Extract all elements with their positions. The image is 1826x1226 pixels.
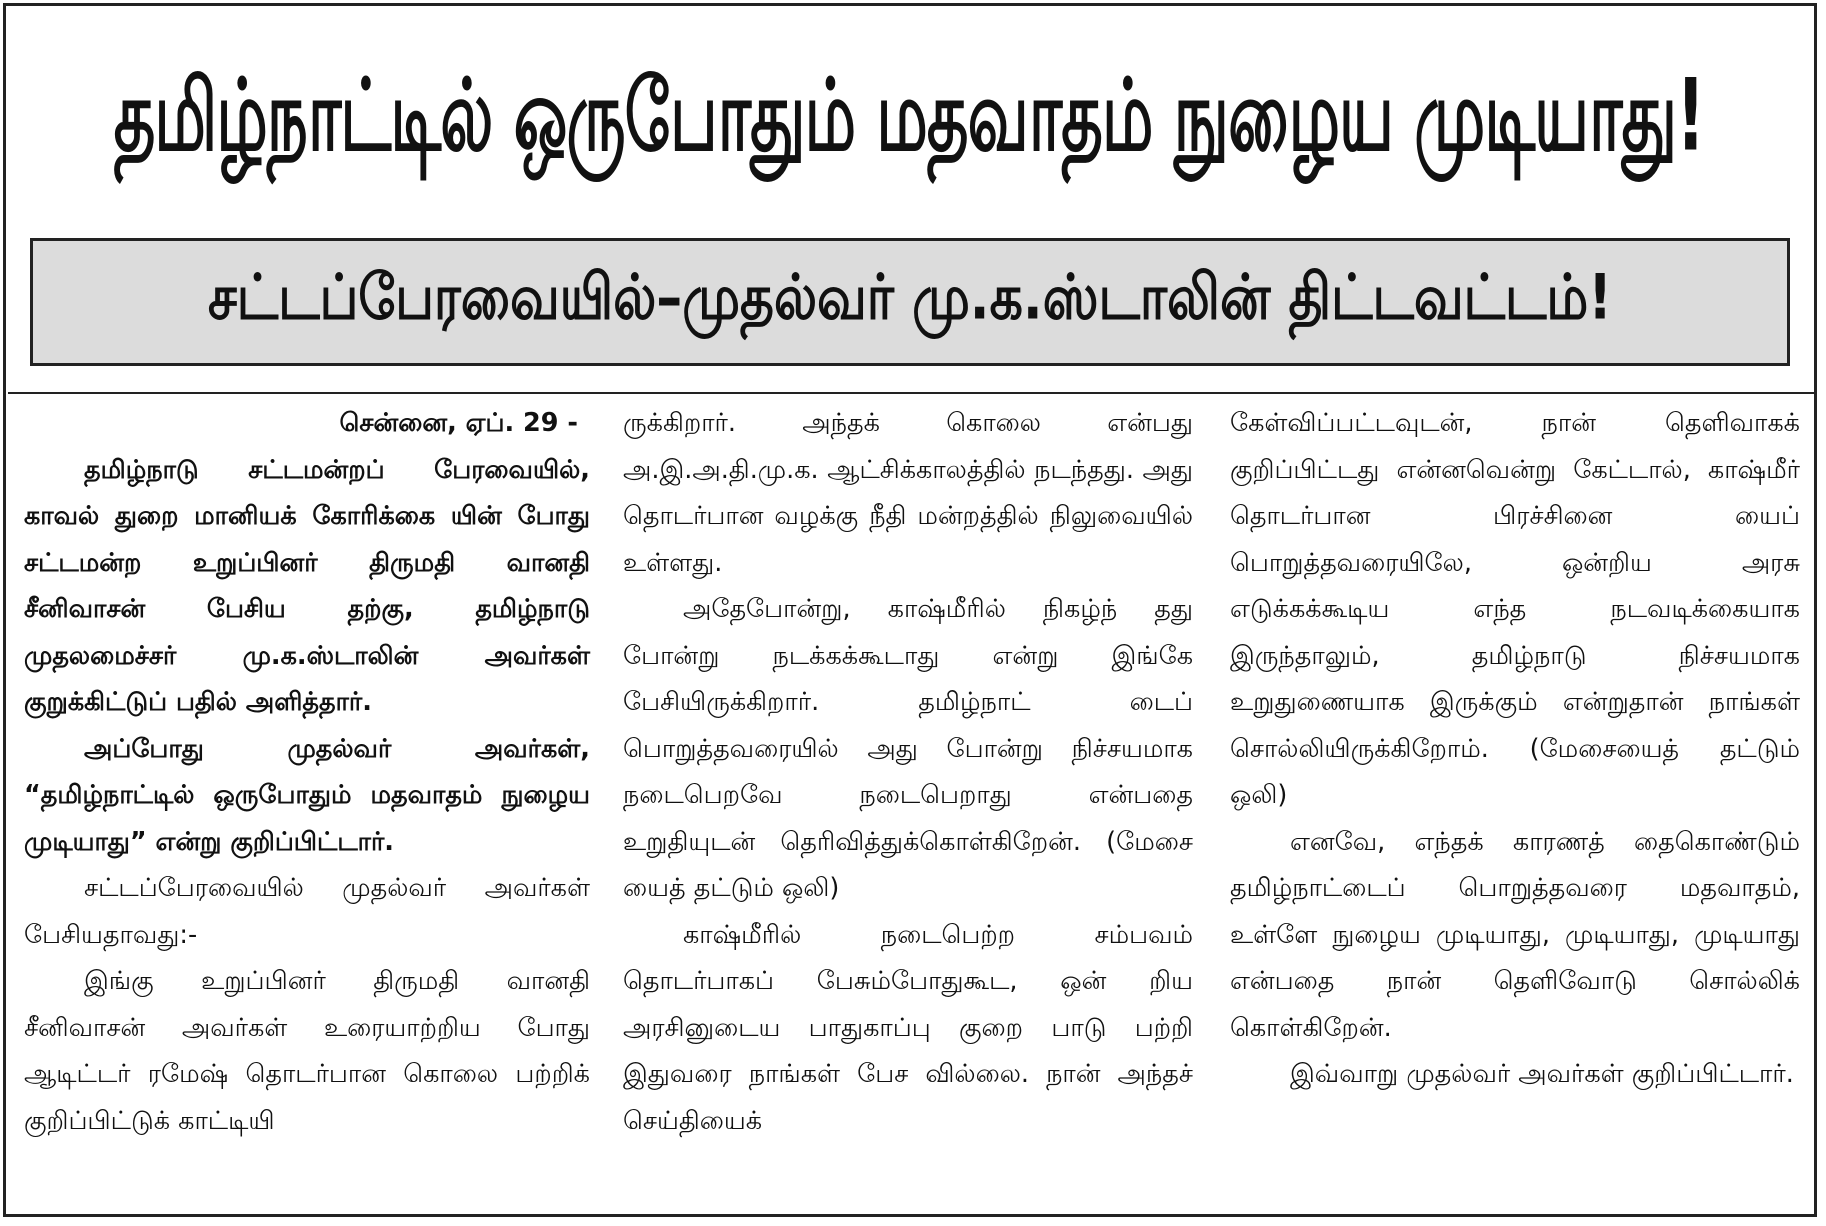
subheadline-box (30, 238, 1790, 366)
article-column-2 (623, 400, 1193, 1144)
paragraph: எனவே, எந்தக் காரணத் தைகொண்டும் தமிழ்நாட்டைப் பொறுத்தவரை மதவாதம், உள்ளே நுழைய முடியாது, முடியாது, முடியாது என்பதை நான் தெளிவோடு சொல்லிக் கொள்கிறேன். (1230, 826, 1800, 1043)
headline: தமிழ்நாட்டில் ஒருபோதும் மதவாதம் நுழைய முடியாது! (113, 59, 1705, 175)
paragraph: ருக்கிறார். அந்தக் கொலை என்பது அ.இ.அ.தி.மு.க. ஆட்சிக்காலத்தில் நடந்தது. அது தொடர்பான வழக்கு நீதி மன்றத்தில் நிலுவையில் உள்ளது. (623, 408, 1193, 578)
paragraph: சட்டப்பேரவையில் முதல்வர் அவர்கள் பேசியதாவது:- (24, 873, 590, 950)
paragraph: இவ்வாறு முதல்வர் அவர்கள் குறிப்பிட்டார். (1290, 1059, 1794, 1089)
article-column-3 (1230, 400, 1800, 1098)
paragraph: காஷ்மீரில் நடைபெற்ற சம்பவம் தொடர்பாகப் பேசும்போதுகூட, ஒன் றிய அரசினுடைய பாதுகாப்பு குறை பாடு பற்றி இதுவரை நாங்கள் பேச வில்லை. நான் அந்தச் செய்தியைக் (623, 919, 1193, 1136)
article-column-1 (24, 400, 590, 1144)
divider-rule (8, 392, 1816, 394)
paragraph: இங்கு உறுப்பினர் திருமதி வானதி சீனிவாசன் அவர்கள் உரையாற்றிய போது ஆடிட்டர் ரமேஷ் தொடர்பான கொலை பற்றிக் குறிப்பிட்டுக் காட்டியி (24, 966, 590, 1136)
paragraph: அப்போது முதல்வர் அவர்கள், “தமிழ்நாட்டில் ஒருபோதும் மதவாதம் நுழைய முடியாது” என்று குறிப்பிட்டார். (24, 733, 590, 857)
paragraph: அதேபோன்று, காஷ்மீரில் நிகழ்ந் தது போன்று நடக்கக்கூடாது என்று இங்கே பேசியிருக்கிறார். தமிழ்நாட் டைப் பொறுத்தவரையில் அது போன்று நிச்சயமாக நடைபெறவே நடைபெறாது என்பதை உறுதியுடன் தெரிவித்துக்கொள்கிறேன். (மேசை யைத் தட்டும் ஒலி) (623, 594, 1193, 903)
dateline: சென்னை, ஏப். 29 - (339, 408, 578, 438)
subheadline: சட்டப்பேரவையில்–முதல்வர் மு.க.ஸ்டாலின் திட்டவட்டம்! (208, 261, 1612, 334)
paragraph: தமிழ்நாடு சட்டமன்றப் பேரவையில், காவல் துறை மானியக் கோரிக்கை யின் போது சட்டமன்ற உறுப்பினர் திருமதி வானதி சீனிவாசன் பேசிய தற்கு, தமிழ்நாடு முதலமைச்சர் மு.க.ஸ்டாலின் அவர்கள் குறுக்கிட்டுப் பதில் அளித்தார். (24, 454, 590, 717)
paragraph: கேள்விப்பட்டவுடன், நான் தெளிவாகக் குறிப்பிட்டது என்னவென்று கேட்டால், காஷ்மீர் தொடர்பான பிரச்சினை யைப் பொறுத்தவரையிலே, ஒன்றிய அரசு எடுக்கக்கூடிய எந்த நடவடிக்கையாக இருந்தாலும், தமிழ்நாடு நிச்சயமாக உறுதுணையாக இருக்கும் என்றுதான் நாங்கள் சொல்லியிருக்கிறோம். (மேசையைத் தட்டும் ஒலி) (1230, 408, 1800, 810)
